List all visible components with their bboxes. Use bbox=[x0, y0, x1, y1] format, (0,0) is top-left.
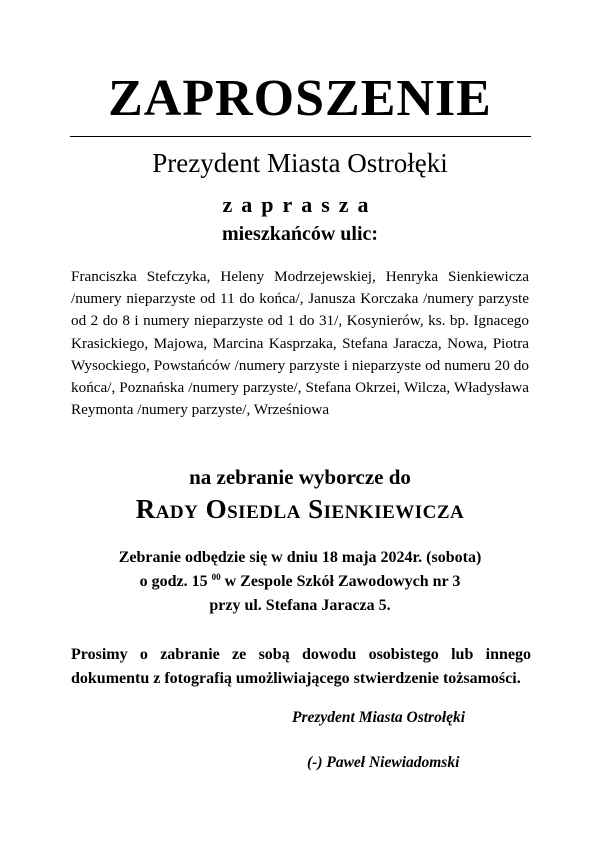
details-time-minutes: 00 bbox=[211, 572, 221, 582]
details-time-line bbox=[0, 570, 600, 594]
details-date-line: Zebranie odbędzie się w dniu 18 maja 2024r. (sobota) bbox=[118, 549, 482, 566]
signature-name: (-) Paweł Niewiadomski bbox=[307, 754, 460, 771]
title-divider bbox=[70, 136, 531, 137]
details-address-line: przy ul. Stefana Jaracza 5. bbox=[209, 597, 391, 614]
meeting-line: na zebranie wyborcze do bbox=[189, 465, 411, 489]
id-note: Prosimy o zabranie ze sobą dowodu osobistego lub innego dokumentu z fotografią umożliwiającego stwierdzenie tożsamości. bbox=[71, 646, 531, 687]
street-list: Franciszka Stefczyka, Heleny Modrzejewskiej, Henryka Sienkiewicza /numery nieparzyste od 11 do końca/, Janusza Korczaka /numery parzyste od 2 do 8 i numery nieparzyste od 1 do 31/, Kosynierów, ks. bp. Ignacego Krasickiego, Majowa, Marcina Kasprzaka, Stefana Jaracza, Nowa, Piotra Wysockiego, Powstańców /numery parzyste i nieparzyste od numeru 20 do końca/, Poznańska /numery parzyste/, Stefana Okrzei, Wilcza, Władysława Reymonta /numery parzyste/, Wrześniowa bbox=[71, 268, 529, 419]
details-time-prefix: o godz. 15 bbox=[139, 573, 208, 590]
meeting-details bbox=[0, 546, 600, 618]
residents-heading: mieszkańców ulic: bbox=[221, 223, 379, 245]
details-time-suffix: w Zespole Szkół Zawodowych nr 3 bbox=[220, 573, 461, 590]
signature-title: Prezydent Miasta Ostrołęki bbox=[292, 709, 466, 726]
document-title: ZAPROSZENIE bbox=[108, 70, 492, 127]
council-name: Rady Osiedla Sienkiewicza bbox=[135, 494, 465, 524]
issuer-heading: Prezydent Miasta Ostrołęki bbox=[152, 148, 448, 178]
invites-heading: zaprasza bbox=[222, 192, 378, 217]
